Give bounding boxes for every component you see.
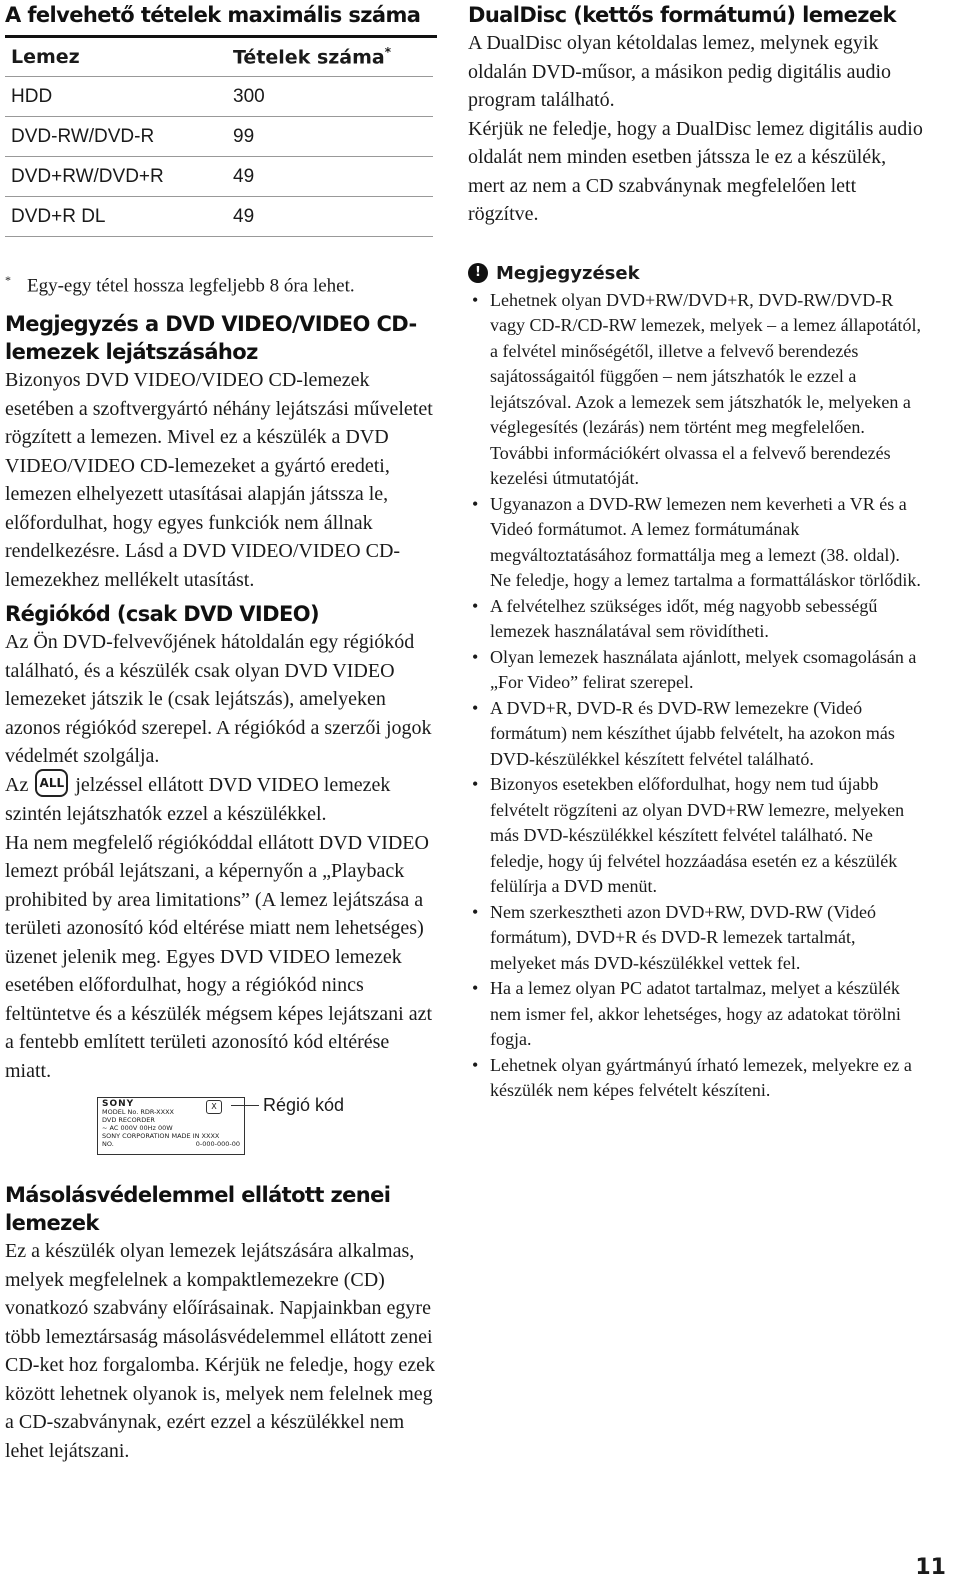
count-cell: 99	[233, 117, 433, 157]
list-item: • Olyan lemezek használata ajánlott, melyek csomagolásán a „For Video” felirat szerepel.	[468, 645, 923, 696]
list-item: • Lehetnek olyan DVD+RW/DVD+R, DVD-RW/DVD-R vagy CD-R/CD-RW lemezek, melyek – a lemez állapotától, a felvétel minőségétől, illetve a felvevő berendezés sajátosságaitól függően – nem játszhatók le ezzel a lejátszóval. Azok a lemezek sem játszhatók le, melyeken a véglegesítés (lezárás) nem történt meg megfelelően. További információkért olvassa el a felvevő berendezés kezelési útmutatóját.	[468, 288, 923, 492]
list-item: • A felvételhez szükséges időt, még nagyobb sebességű lemezek használatával sem rövidítheti.	[468, 594, 923, 645]
header-disc: Lemez	[5, 38, 233, 77]
sticker-no: NO.	[102, 1140, 114, 1149]
list-item: • Ha a lemez olyan PC adatot tartalmaz, melyet a készülék nem ismer fel, akkor lehetséges, hogy az adatokat törölni fogja.	[468, 976, 923, 1053]
region-label-illustration	[5, 1097, 437, 1163]
table-row	[5, 77, 433, 117]
dvd-note-body: Bizonyos DVD VIDEO/VIDEO CD-lemezek esetében a szoftvergyártó néhány lejátszási műveletet rögzített a lemezen. Mivel ez a készülék a DVD VIDEO/VIDEO CD-lemezeket a gyártó eredeti, lemezen elhelyezett utasításai alapján játssza le, előfordulhat, hogy egyes funkciók nem állnak rendelkezésre. Lásd a DVD VIDEO/VIDEO CD-lemezekhez mellékelt utasítást.	[5, 369, 433, 591]
dualdisc-heading: DualDisc (kettős formátumú) lemezek	[468, 3, 896, 27]
disc-cell: DVD-RW/DVD-R	[5, 117, 233, 157]
table-row	[5, 197, 433, 237]
table-row	[5, 117, 433, 157]
table-header-row	[5, 38, 433, 77]
region-para-2	[5, 771, 437, 829]
footnote-mark: *	[5, 273, 11, 287]
count-cell: 300	[233, 77, 433, 117]
region-para-1: Az Ön DVD-felvevőjének hátoldalán egy régiókód található, és a készülék csak olyan DVD VIDEO lemezeket játszik le (csak lejátszás), amelyeken azonos régiókód szerepel. A régiókód a szerzői jogok védelmét szolgálja.	[5, 631, 432, 768]
region-para-2-start: Az	[5, 773, 29, 796]
region-para-2-end: jelzéssel ellátott DVD VIDEO lemezek szintén lejátszhatók ezzel a készülékkel.	[5, 773, 391, 826]
sticker-line-5	[102, 1140, 240, 1148]
sticker-line-3: ~ AC 000V 00Hz 00W	[102, 1124, 173, 1133]
region-heading: Régiókód (csak DVD VIDEO)	[5, 602, 319, 627]
count-cell: 49	[233, 197, 433, 237]
region-code-callout: Régió kód	[263, 1095, 345, 1116]
region-para-3: Ha nem megfelelő régiókóddal ellátott DVD VIDEO lemezt próbál lejátszani, a képernyőn a „Playback prohibited by area limitations” (A lemez lejátszása a területi azonosító kód eltérése miatt nem lehetséges) üzenet jelenik meg. Egyes DVD VIDEO lemezek esetében előfordulhat, hogy a régiókód nincs feltüntetve és a készülék mégsem képes lejátszani azt a fentebb említett területi azonosító kód eltérése miatt.	[5, 831, 433, 1082]
warning-icon: !	[468, 263, 488, 283]
copy-protect-body: Ez a készülék olyan lemezek lejátszására alkalmas, melyek megfelelnek a kompaktlemezekre (CD) vonatkozó szabvány előírásainak. Napjainkban egyre több lemeztársaság másolásvédelemmel ellátott zenei CD-ket hoz forgalomba. Kérjük ne feledje, hogy ezek között lehetnek olyanok is, melyek nem felelnek meg a CD-szabványnak, ezért ezzel a készülékkel nem lehet lejátszani.	[5, 1240, 436, 1462]
region-all-icon: ALL	[35, 769, 68, 797]
table-title: A felvehető tételek maximális száma	[5, 3, 421, 27]
page-number: 11	[915, 1555, 946, 1580]
table-row	[5, 157, 433, 197]
dualdisc-para-1: A DualDisc olyan kétoldalas lemez, melynek egyik oldalán DVD-műsor, a másikon pedig digitális audio program található.	[468, 32, 892, 111]
disc-table	[5, 38, 433, 237]
sticker-brand: SONY	[102, 1099, 135, 1110]
footnote-text: Egy-egy tétel hossza legfeljebb 8 óra lehet.	[27, 275, 355, 297]
sticker-line-2: DVD RECORDER	[102, 1116, 155, 1125]
list-item: • Nem szerkesztheti azon DVD+RW, DVD-RW (Videó formátum), DVD+R és DVD-R lemezek tartalmát, melyeket más DVD-készülékkel vettek fel.	[468, 900, 923, 977]
sticker-line-4: SONY CORPORATION MADE IN XXXX	[102, 1132, 220, 1141]
copy-protect-heading: Másolásvédelemmel ellátott zenei lemezek	[5, 1183, 391, 1236]
dvd-note-heading: Megjegyzés a DVD VIDEO/VIDEO CD-lemezek lejátszásához	[5, 312, 417, 365]
notes-title: Megjegyzések	[496, 262, 640, 284]
list-item: • Bizonyos esetekben előfordulhat, hogy nem tud újabb felvételt rögzíteni az olyan DVD+RW lemezre, melyeken más DVD-készülékkel készített felvétel található. Ne feledje, hogy új felvétel hozzáadása esetén ez a készülék felülírja a DVD menüt.	[468, 772, 923, 900]
notes-list	[468, 288, 923, 1104]
list-item: • A DVD+R, DVD-R és DVD-RW lemezekre (Videó formátum) nem készíthet újabb felvételt, ha azokon más DVD-készülékkel készített felvétel található.	[468, 696, 923, 773]
callout-line	[231, 1105, 259, 1106]
disc-cell: DVD+RW/DVD+R	[5, 157, 233, 197]
left-column	[5, 0, 437, 1465]
sticker-model: MODEL No. RDR-XXXX	[102, 1108, 174, 1117]
header-count-label: Tételek száma	[233, 46, 385, 69]
right-column	[468, 0, 923, 1104]
list-item: • Lehetnek olyan gyártmányú írható lemezek, melyekre ez a készülék nem képes felvételt készíteni.	[468, 1053, 923, 1104]
disc-cell: DVD+R DL	[5, 197, 233, 237]
disc-cell: HDD	[5, 77, 233, 117]
list-item: • Ugyanazon a DVD-RW lemezen nem keverheti a VR és a Videó formátumot. A lemez formátumának megváltoztatásához formattálja meg a lemezt (38. oldal). Ne feledje, hogy a lemez tartalma a formattáláskor törlődik.	[468, 492, 923, 594]
header-footnote-mark: *	[384, 45, 392, 60]
sticker-serial: 0-000-000-00	[195, 1140, 240, 1149]
table-footnote	[5, 266, 437, 300]
rating-sticker	[97, 1097, 245, 1155]
notes-header	[468, 263, 923, 284]
count-cell: 49	[233, 157, 433, 197]
header-count	[233, 38, 433, 77]
region-code-mark: X	[206, 1100, 222, 1114]
dualdisc-para-2: Kérjük ne feledje, hogy a DualDisc lemez digitális audio oldalát nem minden esetben játssza le ez a készülék, mert az nem a CD szabványnak megfelelően lett rögzítve.	[468, 117, 923, 225]
